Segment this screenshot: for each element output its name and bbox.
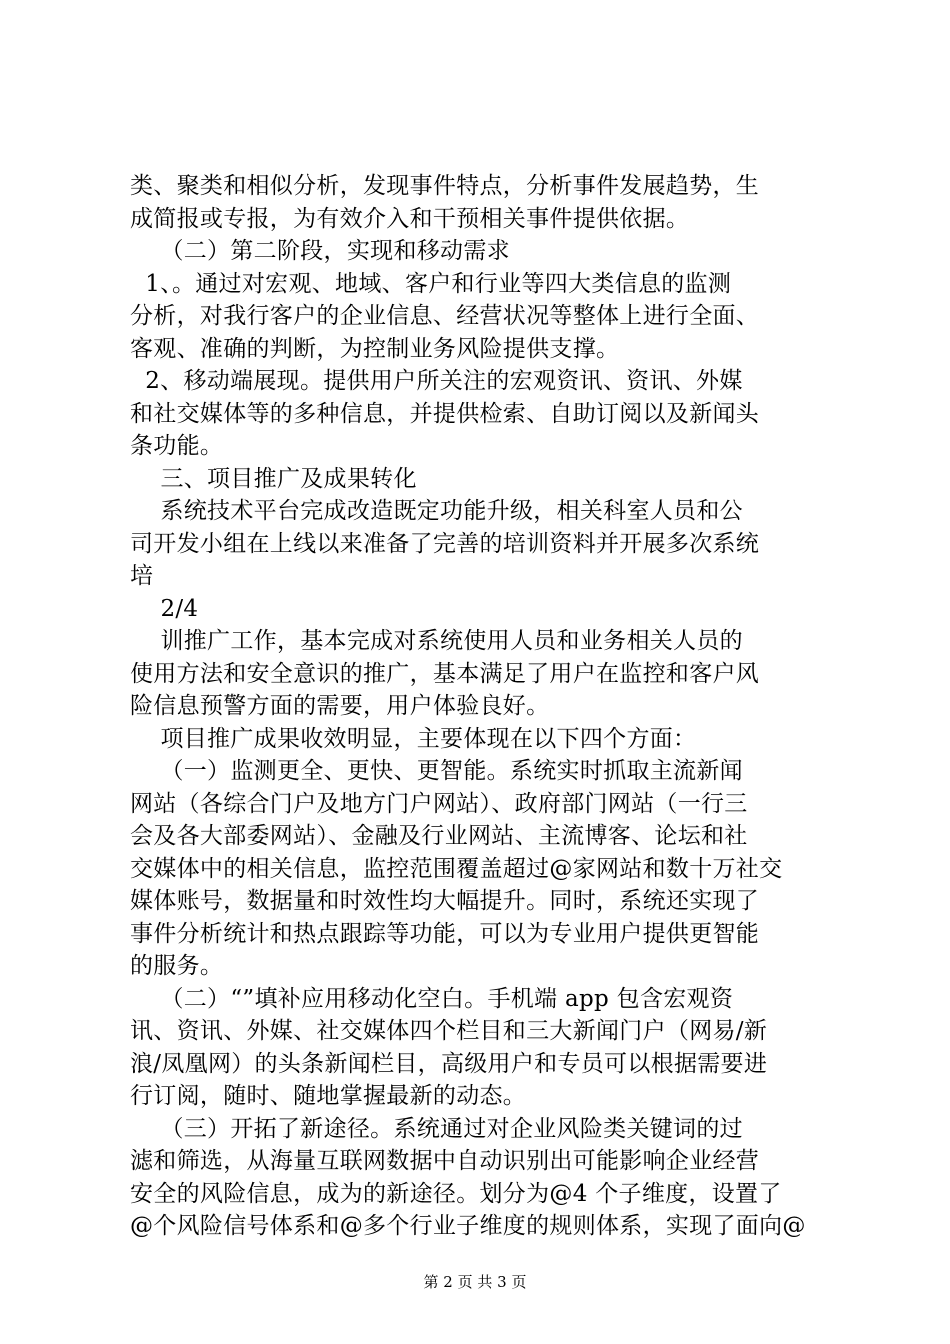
page-footer	[0, 1272, 950, 1292]
text-line: 1、。通过对宏观、地域、客户和行业等四大类信息的监测	[130, 270, 732, 297]
text-line: （二）“”填补应用移动化空白。手机端 app 包含宏观资	[130, 985, 734, 1012]
text-line: 媒体账号，数据量和时效性均大幅提升。同时，系统还实现了	[130, 888, 760, 914]
text-line: 司开发小组在上线以来准备了完善的培训资料并开展多次系统	[130, 530, 760, 557]
text-line: 讯、资讯、外媒、社交媒体四个栏目和三大新闻门户（网易/新	[130, 1018, 768, 1044]
text-line: 分析，对我行客户的企业信息、经营状况等整体上进行全面、	[130, 303, 760, 329]
text-line: 系统技术平台完成改造既定功能升级，相关科室人员和公	[130, 498, 743, 524]
text-line: 事件分析统计和热点跟踪等功能，可以为专业用户提供更智能	[130, 920, 760, 947]
text-line: 2、移动端展现。提供用户所关注的宏观资讯、资讯、外媒	[130, 368, 743, 394]
text-line: 类、聚类和相似分析，发现事件特点，分析事件发展趋势，生	[130, 173, 760, 199]
text-line: 网站（各综合门户及地方门户网站）、政府部门网站（一行三	[130, 790, 748, 817]
text-line: 行订阅，随时、随地掌握最新的动态。	[130, 1083, 527, 1109]
text-line: 安全的风险信息，成为的新途径。划分为@4 个子维度，设置了	[130, 1180, 782, 1207]
text-line: 浪/凤凰网）的头条新闻栏目，高级用户和专员可以根据需要进	[130, 1050, 768, 1077]
section-heading: （二）第二阶段，实现和移动需求	[130, 238, 510, 264]
document-body	[130, 170, 830, 1243]
text-line: 条功能。	[130, 433, 224, 459]
text-line: 滤和筛选，从海量互联网数据中自动识别出可能影响企业经营	[130, 1148, 760, 1174]
text-line: 客观、准确的判断，为控制业务风险提供支撑。	[130, 335, 620, 362]
section-heading: 三、项目推广及成果转化	[130, 465, 417, 492]
text-line: 培	[130, 563, 154, 589]
inline-page-marker: 2/4	[130, 595, 199, 622]
page-number-label: 第 2 页 共 3 页	[423, 1273, 527, 1291]
text-line: 使用方法和安全意识的推广，基本满足了用户在监控和客户风	[130, 660, 760, 687]
text-line: 和社交媒体等的多种信息，并提供检索、自助订阅以及新闻头	[130, 400, 760, 427]
text-line: @个风险信号体系和@多个行业子维度的规则体系，实现了面向@	[130, 1213, 806, 1239]
text-line: 项目推广成果收效明显，主要体现在以下四个方面：	[130, 725, 697, 752]
text-line: （三）开拓了新途径。系统通过对企业风险类关键词的过	[130, 1115, 743, 1142]
text-line: 险信息预警方面的需要，用户体验良好。	[130, 693, 550, 719]
text-line: 训推广工作，基本完成对系统使用人员和业务相关人员的	[130, 628, 743, 654]
text-line: （一）监测更全、更快、更智能。系统实时抓取主流新闻	[130, 758, 743, 784]
text-line: 会及各大部委网站）、金融及行业网站、主流博客、论坛和社	[130, 823, 748, 849]
text-line: 的服务。	[130, 953, 224, 979]
text-line: 成简报或专报，为有效介入和干预相关事件提供依据。	[130, 205, 690, 232]
text-line: 交媒体中的相关信息，监控范围覆盖超过@家网站和数十万社交	[130, 855, 783, 882]
